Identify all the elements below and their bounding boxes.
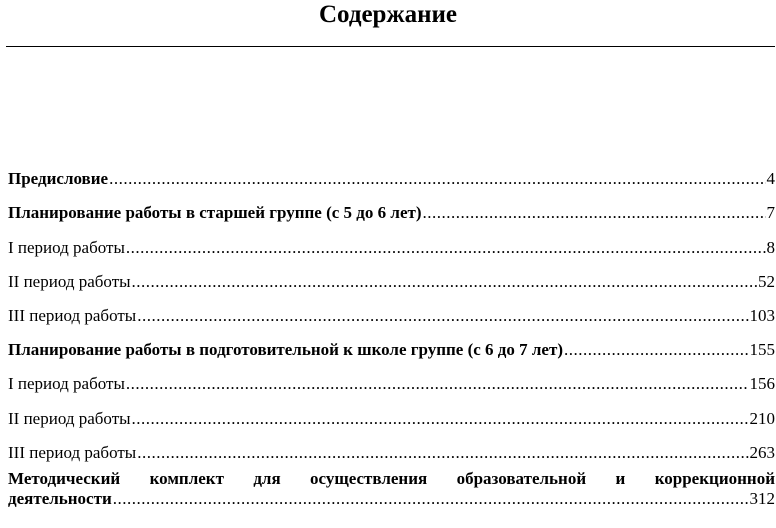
toc-leader-dots [126,238,766,258]
toc-entry-page: 155 [749,340,775,360]
toc-leader-dots [113,489,749,509]
toc-entry-title: II период работы [8,271,131,291]
toc-entry-preparatory-period-3[interactable] [8,429,775,463]
toc-entry-title: II период работы [8,408,131,428]
toc-entry-page: 312 [749,488,775,508]
toc-leader-dots [423,203,766,223]
toc-entry-senior-period-2[interactable] [8,258,775,292]
toc-entry-page: 7 [766,203,775,223]
toc-entry-wrap [8,468,775,509]
toc-entry-page: 210 [749,408,775,428]
toc-entry-preparatory-period-1[interactable] [8,360,775,394]
toc-entry-page: 52 [758,271,775,291]
toc-leader-dots [132,409,749,429]
toc-leader-dots [132,272,757,292]
toc-entry-page: 4 [766,169,775,189]
table-of-contents [8,155,775,509]
toc-entry-preparatory-group[interactable] [8,326,775,360]
page-title: Содержание [318,1,457,28]
toc-entry-senior-group[interactable] [8,189,775,223]
toc-leader-dots [137,443,748,463]
toc-entry-senior-period-1[interactable] [8,223,775,257]
toc-entry-preface[interactable] [8,155,775,189]
toc-entry-page: 156 [749,374,775,394]
toc-leader-dots [109,169,765,189]
toc-entry-title-line2: деятельности [8,488,112,508]
toc-entry-title: III период работы [8,305,137,325]
toc-entry-title: I период работы [8,237,125,257]
toc-entry-page: 263 [749,442,775,462]
toc-entry-title: III период работы [8,442,137,462]
toc-entry-line2 [8,489,775,509]
toc-entry-methodical-kit[interactable] [8,468,775,509]
toc-entry-page: 8 [766,237,775,257]
toc-entry-title: Предисловие [8,169,109,189]
toc-leader-dots [564,340,749,360]
toc-entry-title: Планирование работы в старшей группе (с 5 до 6 лет) [8,203,422,223]
toc-entry-preparatory-period-2[interactable] [8,394,775,428]
toc-leader-dots [137,306,748,326]
toc-entry-title: I период работы [8,374,125,394]
toc-entry-senior-period-3[interactable] [8,292,775,326]
toc-entry-title-line1: Методический комплект для осуществления образовательной и коррекционной [8,468,775,488]
title-divider [6,46,775,47]
toc-leader-dots [126,374,749,394]
toc-entry-page: 103 [749,305,775,325]
toc-entry-title: Планирование работы в подготовительной к школе группе (с 6 до 7 лет) [8,340,563,360]
